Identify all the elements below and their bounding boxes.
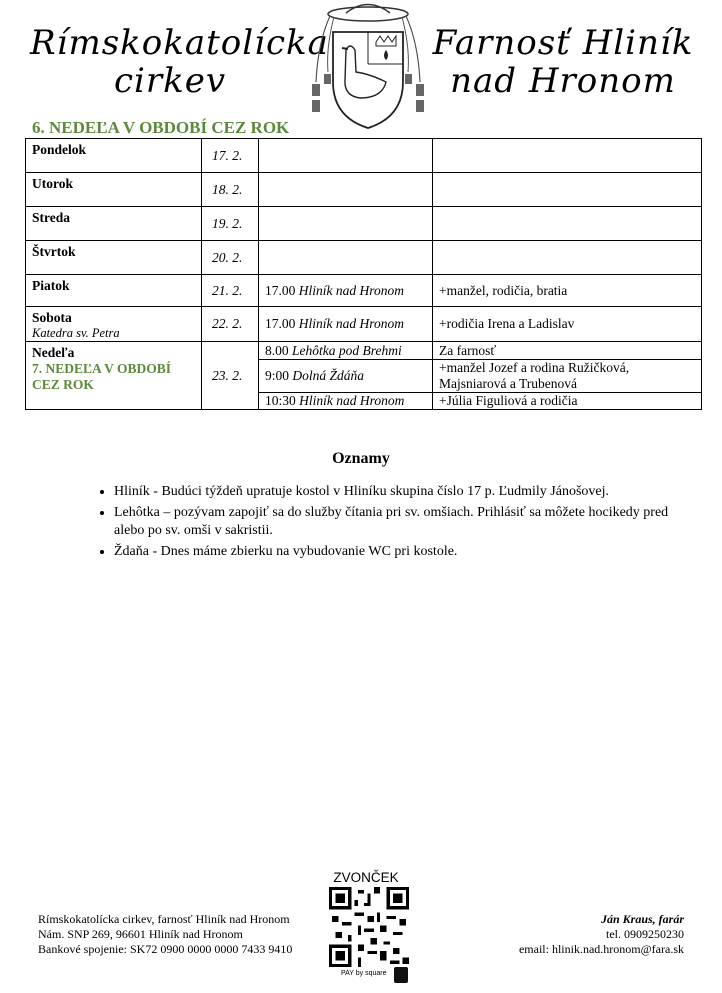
list-item: • Hliník - Budúci týždeň upratuje kostol v Hliníku skupina číslo 17 p. Ľudmily Jánošovej.: [114, 483, 694, 501]
mass-cell: [259, 207, 433, 241]
qr-label: ZVONČEK: [333, 870, 399, 885]
list-item: • Ždaňa - Dnes máme zbierku na vybudovanie WC pri kostole.: [114, 543, 694, 561]
date-cell: 20. 2.: [202, 241, 259, 275]
day-cell: Štvrtok: [26, 241, 202, 275]
intent-cell: [433, 139, 702, 173]
table-row: [26, 173, 702, 207]
footer-address: [38, 912, 292, 957]
mass-time: 8.00: [265, 342, 289, 358]
mass-place: Hliník nad Hronom: [298, 316, 404, 331]
mass-cell: [259, 307, 433, 342]
date-cell: 22. 2.: [202, 307, 259, 342]
table-row: [26, 307, 702, 342]
header-right-line2: nad Hronom: [450, 61, 676, 101]
intent-cell: +Júlia Figuliová a rodičia: [433, 393, 702, 410]
intent-cell: +manžel, rodičia, bratia: [433, 275, 702, 307]
day-label: Nedeľa: [32, 345, 75, 360]
mass-schedule-table: [25, 138, 702, 410]
phone: tel. 0909250230: [606, 927, 684, 941]
footer-line: Rímskokatolícka cirkev, farnosť Hliník nad Hronom: [38, 912, 290, 926]
mass-place: Hliník nad Hronom: [299, 393, 405, 408]
pay-by-square-icon: [394, 967, 408, 983]
feast-label: Katedra sv. Petra: [32, 326, 120, 340]
announcements-list: [90, 483, 694, 564]
intent-cell: +manžel Jozef a rodina Ružičková, Majsniarová a Trubenová: [433, 360, 702, 393]
table-row: [26, 241, 702, 275]
date-cell: 23. 2.: [202, 342, 259, 410]
pastor-name: Ján Kraus, farár: [600, 912, 684, 926]
mass-time: 9:00: [265, 368, 290, 383]
date-cell: 19. 2.: [202, 207, 259, 241]
header-right-line1: Farnosť Hliník: [432, 23, 694, 63]
date-cell: 21. 2.: [202, 275, 259, 307]
header-left-title: [30, 23, 329, 101]
table-row: [26, 342, 702, 360]
intent-cell: [433, 207, 702, 241]
email: email: hlinik.nad.hronom@fara.sk: [518, 942, 684, 956]
intent-cell: +rodičia Irena a Ladislav: [433, 307, 702, 342]
day-cell: [26, 342, 202, 410]
coat-of-arms-icon: [298, 2, 438, 130]
mass-cell: [259, 139, 433, 173]
week-title: 6. NEDEĽA V OBDOBÍ CEZ ROK: [32, 118, 290, 137]
sunday-title: 7. NEDEĽA V OBDOBÍ CEZ ROK: [32, 361, 172, 392]
mass-place: Hliník nad Hronom: [298, 282, 404, 298]
mass-cell: [259, 241, 433, 275]
table-row: [26, 275, 702, 307]
day-cell: Pondelok: [26, 139, 202, 173]
day-cell: Piatok: [26, 275, 202, 307]
header-right-title: [432, 24, 694, 100]
pay-by-square-label: PAY by square: [341, 970, 387, 977]
header-left-line2: cirkev: [113, 61, 227, 101]
mass-time: 17.00: [265, 282, 296, 298]
day-cell: Utorok: [26, 173, 202, 207]
table-row: [26, 207, 702, 241]
mass-cell: [259, 393, 433, 410]
announcements-title: Oznamy: [332, 450, 390, 467]
date-cell: 17. 2.: [202, 139, 259, 173]
intent-cell: [433, 241, 702, 275]
mass-cell: [259, 275, 433, 307]
day-cell: [26, 307, 202, 342]
table-row: [26, 139, 702, 173]
mass-place: Lehôtka pod Brehmi: [292, 342, 402, 358]
header-left-line1: Rímskokatolícka: [30, 23, 329, 63]
day-cell: Streda: [26, 207, 202, 241]
mass-cell: [259, 342, 433, 360]
mass-place: Dolná Ždáňa: [292, 368, 365, 383]
mass-time: 10:30: [265, 393, 296, 408]
qr-code-icon: [329, 887, 409, 967]
footer-line: Bankové spojenie: SK72 0900 0000 0000 7433 9410: [38, 942, 293, 956]
mass-cell: [259, 360, 433, 393]
intent-cell: [433, 173, 702, 207]
list-item: • Lehôtka – pozývam zapojiť sa do služby čítania pri sv. omšiach. Prihlásiť sa môžete hocikedy pred alebo po sv. omši v sakristii.: [114, 504, 694, 540]
date-cell: 18. 2.: [202, 173, 259, 207]
day-label: Sobota: [32, 310, 72, 325]
intent-cell: Za farnosť: [433, 342, 702, 360]
mass-time: 17.00: [265, 316, 296, 331]
footer-line: Nám. SNP 269, 96601 Hliník nad Hronom: [38, 927, 243, 941]
footer-contact: [519, 912, 684, 957]
mass-cell: [259, 173, 433, 207]
